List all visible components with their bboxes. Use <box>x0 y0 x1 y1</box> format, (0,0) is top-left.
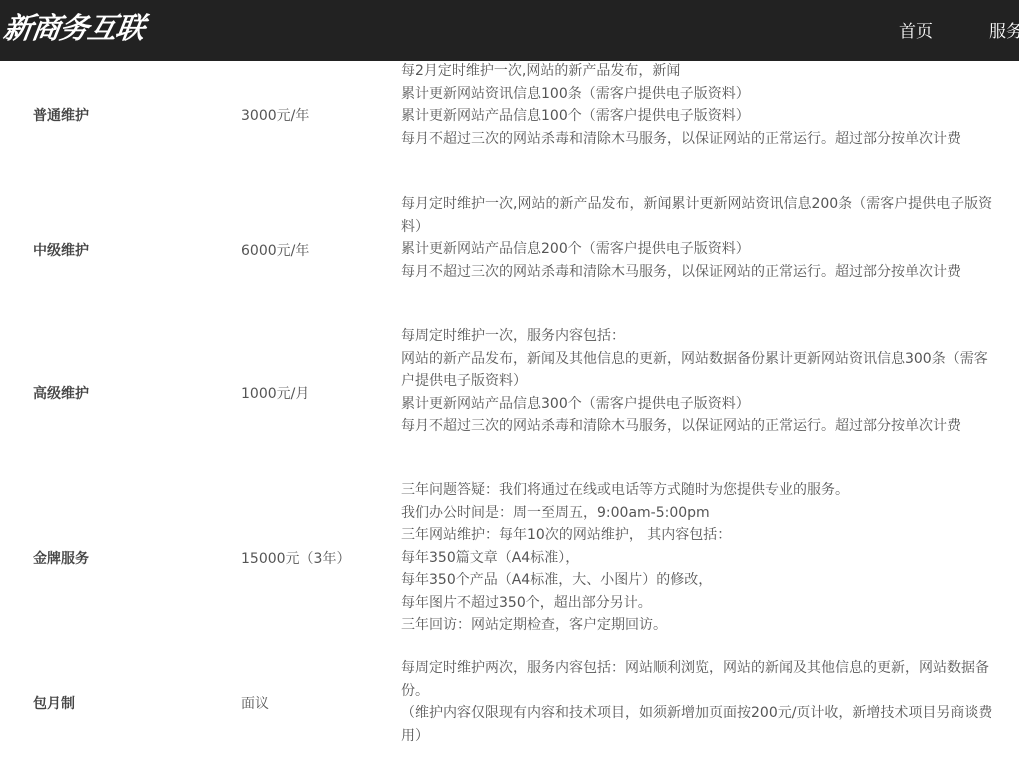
plan-detail-line: 每月不超过三次的网站杀毒和清除木马服务，以保证网站的正常运行。超过部分按单次计费 <box>401 418 961 434</box>
plan-detail-line: 三年网站维护：每年10次的网站维护， 其内容包括： <box>401 527 732 543</box>
plan-detail-line: 累计更新网站产品信息100个（需客户提供电子版资料） <box>401 108 750 124</box>
top-navbar <box>0 0 1023 61</box>
plan-name: 中级维护 <box>33 243 89 259</box>
site-logo[interactable]: 新商务互联 <box>1 11 147 45</box>
plan-detail-line: 每月不超过三次的网站杀毒和清除木马服务，以保证网站的正常运行。超过部分按单次计费 <box>401 130 961 147</box>
plan-detail-line: 每月定时维护一次,网站的新产品发布，新闻累计更新网站资讯信息200条（需客户提供电子版资料） <box>401 196 993 235</box>
plan-price: 15000元（3年） <box>241 551 351 567</box>
nav-home-link[interactable]: 首页 <box>899 22 933 42</box>
plan-details <box>401 325 993 438</box>
plan-details <box>401 657 993 747</box>
plan-details <box>401 60 993 150</box>
plan-detail-line: 累计更新网站产品信息200个（需客户提供电子版资料） <box>401 241 750 257</box>
plan-detail-line: 三年回访：网站定期检查，客户定期回访。 <box>401 617 667 633</box>
plan-detail-line: 每周定时维护两次，服务内容包括：网站顺利浏览，网站的新闻及其他信息的更新，网站数据备份。 <box>401 660 989 699</box>
plan-detail-line: 每年350个产品（A4标准，大、小图片）的修改， <box>401 572 713 588</box>
plan-detail-line: 每周定时维护一次，服务内容包括： <box>401 328 625 344</box>
plan-name: 普通维护 <box>33 108 89 124</box>
nav-service-link[interactable]: 服务 <box>989 22 1023 42</box>
plan-detail-line: 每年图片不超过350个，超出部分另计。 <box>401 594 652 611</box>
plan-price: 6000元/年 <box>241 243 310 259</box>
plan-detail-line: 累计更新网站产品信息300个（需客户提供电子版资料） <box>401 395 750 412</box>
plan-detail-line: 每2月定时维护一次,网站的新产品发布，新闻 <box>401 63 681 79</box>
plan-detail-line: 三年问题答疑：我们将通过在线或电话等方式随时为您提供专业的服务。 <box>401 482 849 498</box>
plan-detail-line: 累计更新网站资讯信息100条（需客户提供电子版资料） <box>401 85 750 102</box>
plan-detail-line: （维护内容仅限现有内容和技术项目，如须新增加页面按200元/页计收，新增技术项目另商谈费用） <box>401 705 993 744</box>
plan-name: 金牌服务 <box>33 551 89 567</box>
plan-detail-line: 网站的新产品发布，新闻及其他信息的更新，网站数据备份累计更新网站资讯信息300条（需客户提供电子版资料） <box>401 350 988 389</box>
plan-detail-line: 我们办公时间是：周一至周五，9:00am-5:00pm <box>401 504 710 521</box>
plan-price: 3000元/年 <box>241 108 310 124</box>
plan-name: 高级维护 <box>33 386 89 402</box>
plan-details <box>401 479 993 637</box>
plan-details <box>401 193 993 283</box>
plan-name: 包月制 <box>33 696 75 712</box>
plan-detail-line: 每月不超过三次的网站杀毒和清除木马服务，以保证网站的正常运行。超过部分按单次计费 <box>401 263 961 280</box>
plan-price: 1000元/月 <box>241 386 310 402</box>
plan-detail-line: 每年350篇文章（A4标准）， <box>401 549 580 566</box>
plan-price: 面议 <box>241 696 269 712</box>
